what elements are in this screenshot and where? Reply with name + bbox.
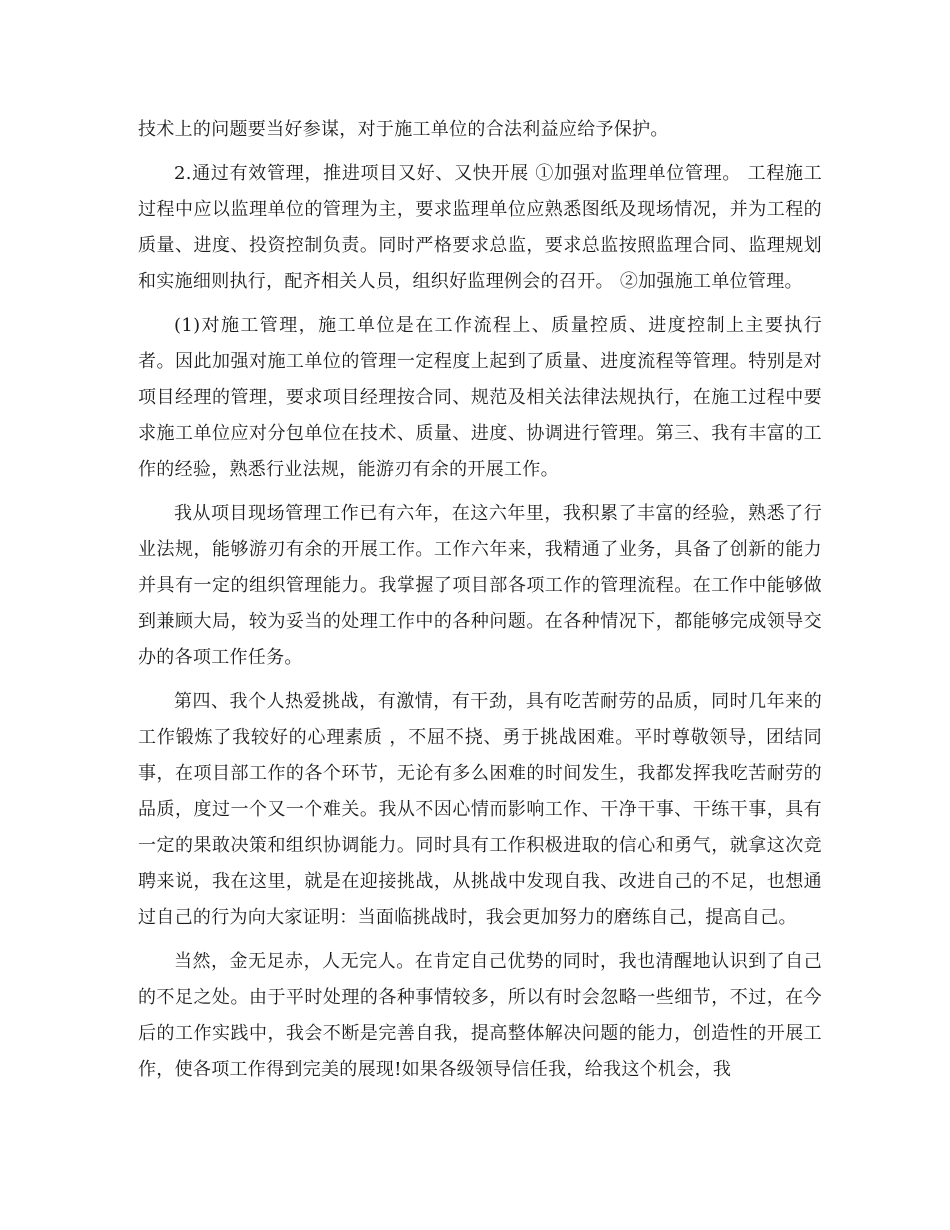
paragraph-3: (1)对施工管理，施工单位是在工作流程上、质量控质、进度控制上主要执行者。因此加强对施工单位的管理一定程度上起到了质量、进度流程等管理。特别是对项目经理的管理，要求项目经理按合同、规范及相关法律法规执行，在施工过程中要求施工单位应对分包单位在技术、质量、进度、协调进行管理。第三、我有丰富的工作的经验，熟悉行业法规，能游刃有余的开展工作。	[138, 315, 822, 480]
paragraph-6: 当然，金无足赤，人无完人。在肯定自己优势的同时，我也清醒地认识到了自己的不足之处。由于平时处理的各种事情较多，所以有时会忽略一些细节，不过，在今后的工作实践中，我会不断是完善自我，提高整体解决问题的能力，创造性的开展工作，使各项工作得到完美的展现!如果各级领导信任我，给我这个机会，我	[138, 951, 822, 1080]
paragraph-2: 2.通过有效管理，推进项目又好、又快开展 ①加强对监理单位管理。 工程施工过程中应以监理单位的管理为主，要求监理单位应熟悉图纸及现场情况，并为工程的质量、进度、投资控制负责。同时严格要求总监，要求总监按照监理合同、监理规划和实施细则执行，配齐相关人员，组织好监理例会的召开。 ②加强施工单位管理。	[138, 163, 822, 292]
paragraph-5: 第四、我个人热爱挑战，有激情，有干劲，具有吃苦耐劳的品质，同时几年来的工作锻炼了我较好的心理素质 ，不屈不挠、勇于挑战困难。平时尊敬领导，团结同事，在项目部工作的各个环节，无论有多么困难的时间发生，我都发挥我吃苦耐劳的品质，度过一个又一个难关。我从不因心情而影响工作、干净干事、干练干事，具有一定的果敢决策和组织协调能力。同时具有工作积极进取的信心和勇气，就拿这次竞聘来说，我在这里，就是在迎接挑战，从挑战中发现自我、改进自己的不足，也想通过自己的行为向大家证明：当面临挑战时，我会更加努力的磨练自己，提高自己。	[138, 691, 822, 928]
document-body	[138, 112, 822, 1096]
paragraph-1: 技术上的问题要当好参谋，对于施工单位的合法利益应给予保护。	[138, 119, 669, 140]
paragraph-4: 我从项目现场管理工作已有六年，在这六年里，我积累了丰富的经验，熟悉了行业法规，能够游刃有余的开展工作。工作六年来，我精通了业务，具备了创新的能力并具有一定的组织管理能力。我掌握了项目部各项工作的管理流程。在工作中能够做到兼顾大局，较为妥当的处理工作中的各种问题。在各种情况下，都能够完成领导交办的各项工作任务。	[138, 503, 822, 668]
